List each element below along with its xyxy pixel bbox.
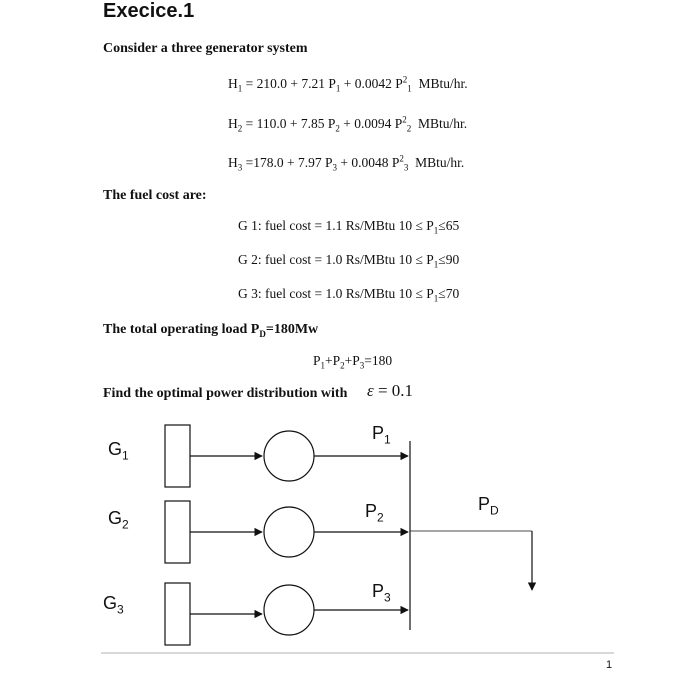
power-label-1: $P_1$: [372, 423, 391, 447]
turbine-circle-1: [264, 431, 314, 481]
generator-box-1: [165, 425, 190, 487]
epsilon-expression: ε = 0.1: [367, 381, 414, 400]
power-balance-equation: $P_1+P_2+P_3=180$: [313, 353, 393, 371]
fuel-cost-line-1: G 1: fuel cost = 1.1 Rs/MBtu $10 \le P_1\le 65$: [238, 218, 460, 236]
generator-box-2: [165, 501, 190, 563]
total-load-line: The total operating load $P_D=180Mw$: [103, 322, 319, 339]
page-number: 1: [606, 659, 613, 671]
fuel-cost-line-3: G 3: fuel cost = 1.0 Rs/MBtu $10 \le P_1\le 70$: [238, 286, 460, 304]
intro-text: Consider a three generator system: [103, 41, 308, 56]
demand-label: $P_D$: [478, 494, 499, 518]
power-label-3: $P_3$: [372, 581, 391, 605]
generator-label-1: $G_1$: [108, 439, 129, 463]
find-instruction: Find the optimal power distribution with: [103, 386, 348, 401]
heat-rate-equation-1: $H_1 = 210.0 + 7.21$ $P_1 + 0.0042$ $P^2_1$ MBtu/hr.: [228, 74, 468, 94]
turbine-circle-3: [264, 585, 314, 635]
power-label-2: $P_2$: [365, 501, 384, 525]
generator-box-3: [165, 583, 190, 645]
generator-label-3: $G_3$: [103, 593, 124, 617]
heat-rate-equation-3: $H_3 =178.0 + 7.97$ $P_3 + 0.0048$ $P^2_3$ MBtu/hr.: [228, 153, 465, 173]
exercise-title: Execice.1: [103, 0, 195, 22]
fuel-cost-line-2: G 2: fuel cost = 1.0 Rs/MBtu $10 \le P_1\le 90$: [238, 252, 460, 270]
turbine-circle-2: [264, 507, 314, 557]
fuel-cost-heading: The fuel cost are:: [103, 188, 207, 203]
heat-rate-equation-2: $H_2 = 110.0 + 7.85$ $P_2 + 0.0094$ $P^2_2$ MBtu/hr.: [228, 114, 468, 134]
generator-label-2: $G_2$: [108, 508, 129, 532]
